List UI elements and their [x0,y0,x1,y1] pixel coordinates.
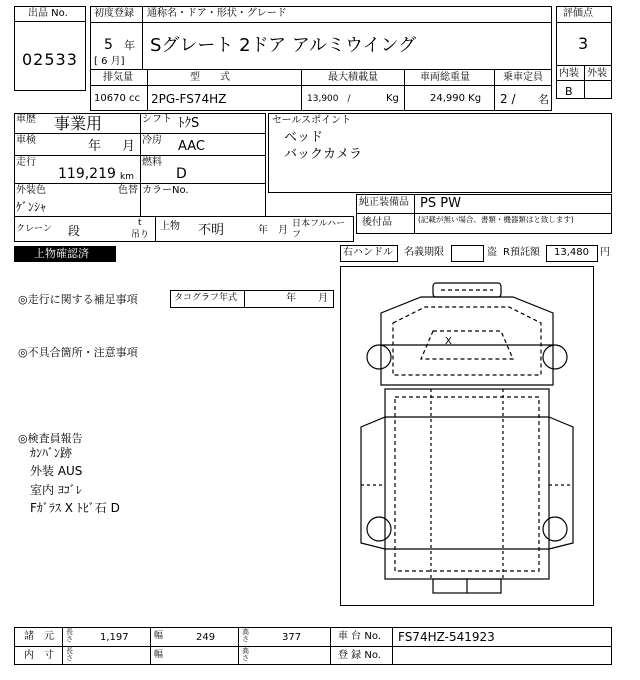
body-month-unit: 月 [278,225,288,236]
shift-label: シフト [142,114,172,125]
exterior-color-value: ｹﾞﾝｼｬ [16,200,47,214]
driving-notes-label: ◎走行に関する補足事項 [18,293,138,306]
tacho-year-unit: 年 [286,293,296,304]
aftermarket-note: (記載が無い場合、書類・機器類はと致します) [418,215,574,224]
height-value: 377 [282,632,302,643]
body-label: 上物 [160,221,180,232]
defects-label: ◎不具合箇所・注意事項 [18,346,138,359]
length-label: 長さ [66,628,73,643]
first-reg-label: 初度登録 [94,8,134,19]
inspection-year-unit: 年 [88,139,102,154]
crane-hang-unit: 吊り [131,230,150,240]
mileage-unit: km [120,172,134,182]
history-label: 車歴 [16,114,36,125]
transfer-value-box [451,245,484,262]
tacho-label: タコグラフ年式 [174,293,238,303]
first-reg-year: 5 [104,37,113,53]
length-value: 1,197 [100,632,129,643]
first-reg-month: [ 6 月] [94,56,125,67]
transfer-label: 名義期限 [404,247,444,258]
genuine-value: PS PW [420,196,461,211]
inspector-line: 室内 ﾖｺﾞﾚ [30,483,82,497]
gross-weight-value: 24,990 Kg [430,93,482,104]
ac-value: AAC [178,139,205,154]
interior-label: 内装 [559,68,579,79]
displacement-value: 10670 cc [94,93,140,104]
chassis-value: FS74HZ-541923 [398,630,495,644]
width-value: 249 [196,632,216,643]
dims-label: 諸 元 [24,631,54,642]
displacement-label: 排気量 [103,72,133,83]
max-load-label: 最大積載量 [328,72,378,83]
capacity-label: 乗車定員 [503,72,543,83]
inspector-line: 外装 AUS [30,464,83,478]
aftermarket-label: 後付品 [362,217,392,228]
exterior-color-label: 外装色 [16,185,46,196]
capacity-unit: 名 [538,93,549,106]
grade-value: 3 [578,34,589,53]
shift-value: ﾄｸS [178,116,200,131]
recycle-unit: 円 [600,247,610,258]
dims2-label: 内 寸 [24,650,54,661]
height2-label: 高さ [242,647,249,662]
recycle-prefix: 盗 [487,247,497,258]
model-name-label: 通称名・ドア・形状・グレード [147,8,287,19]
recycle-label: R預託額 [503,247,540,258]
interior-value: B [565,85,573,98]
inspection-month-unit: 月 [122,139,136,154]
damage-mark: X [445,336,452,347]
color-change-label: 色替 [118,185,138,196]
inspector-line: Fｶﾞﾗｽ X ﾄﾋﾞ石 D [30,501,120,515]
max-load-value: 13,900 / [307,94,351,104]
inspector-line: ｶﾝﾊﾞﾝ跡 [30,446,73,460]
sales-point-item: バックカメラ [284,147,363,162]
height-label: 高さ [242,628,249,643]
genuine-label: 純正装備品 [359,197,409,208]
mileage-value: 119,219 [58,166,116,182]
mileage-label: 走行 [16,157,36,168]
crane-stage-unit: 段 [68,224,81,238]
inspection-label: 車検 [16,135,36,146]
crane-label: クレーン [16,224,52,234]
length2-label: 長さ [66,647,73,662]
sales-points-label: セールスポイント [272,115,352,126]
truck-diagram [340,266,594,606]
truck-outline [341,267,593,605]
body-value: 不明 [198,223,225,238]
full-hook-label: 日本フルハーフ [292,219,346,240]
exterior-label: 外装 [587,68,607,79]
width-label: 幅 [154,631,164,641]
fuel-value: D [176,166,187,182]
crane-t-unit: t [138,218,142,228]
model-code-label: 型 式 [190,72,230,83]
body-check-label: 上物確認済 [34,247,89,260]
lot-number: 02533 [22,50,78,69]
recycle-value: 13,480 [554,247,589,258]
ac-label: 冷房 [142,135,162,146]
grade-label: 評価点 [563,8,593,19]
tacho-month-unit: 月 [318,293,328,304]
first-reg-year-unit: 年 [124,39,135,52]
capacity-value: 2 / [500,92,516,106]
gross-weight-label: 車両総重量 [420,72,470,83]
fuel-label: 燃料 [142,157,162,168]
history-value: 事業用 [54,114,103,133]
reg-no-label: 登 録 No. [338,650,381,661]
width2-label: 幅 [154,650,164,660]
inspector-label: ◎検査員報告 [18,432,83,445]
lot-label: 出品 No. [28,8,68,19]
max-load-unit: Kg [386,93,399,104]
sales-point-item: ベッド [284,130,324,145]
model-name: Sグレート 2ドア アルミウイング [150,35,417,56]
chassis-label: 車 台 No. [338,631,381,642]
body-year-unit: 年 [258,225,268,236]
color-no-label: カラーNo. [142,185,189,196]
rhd-label: 右ハンドル [343,247,393,258]
model-code-value: 2PG-FS74HZ [151,92,227,106]
